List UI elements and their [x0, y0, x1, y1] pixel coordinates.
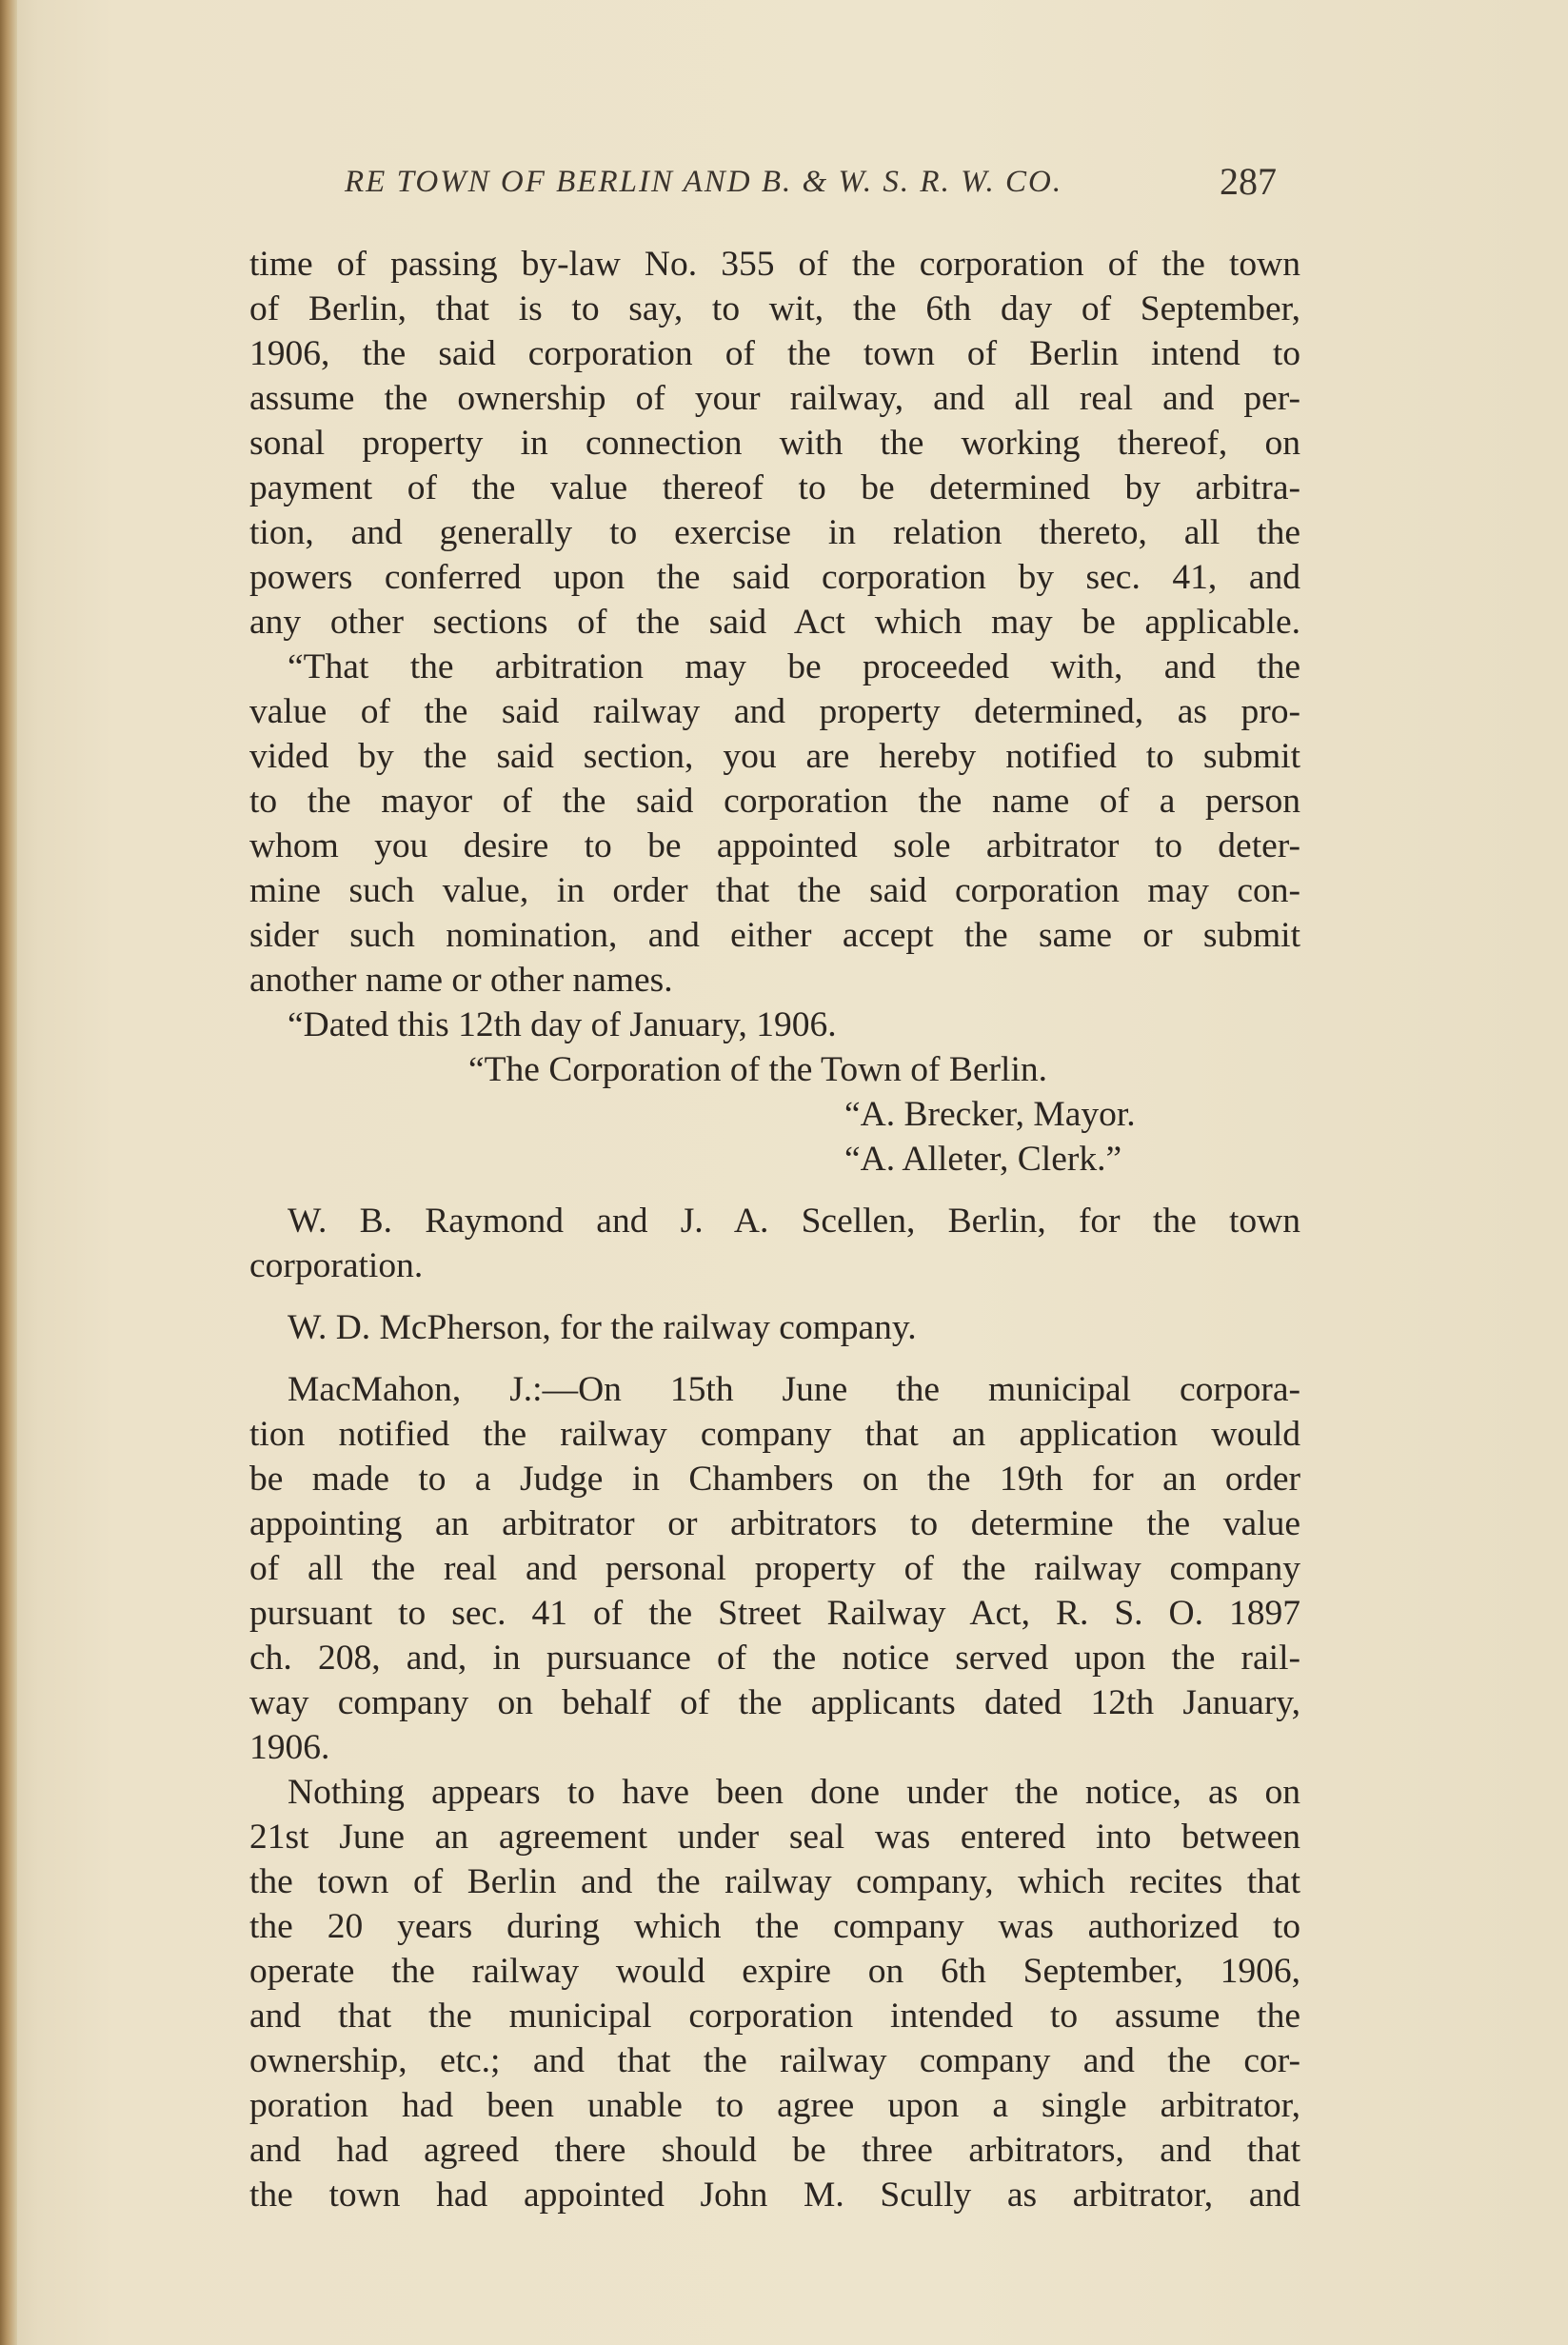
text-line: 1906, the said corporation of the town of Berlin intend to: [249, 334, 1300, 373]
text-line: 1906.: [249, 1728, 330, 1767]
text-line: poration had been unable to agree upon a single arbitrator,: [249, 2086, 1300, 2125]
body-text: [249, 242, 1300, 2217]
text-line: time of passing by-law No. 355 of the corporation of the town: [249, 245, 1300, 284]
text-line: “That the arbitration may be proceeded with, and the: [288, 647, 1300, 686]
text-line: operate the railway would expire on 6th September, 1906,: [249, 1952, 1300, 1991]
text-line: of all the real and personal property of the railway company: [249, 1549, 1300, 1588]
text-line: and that the municipal corporation intended to assume the: [249, 1997, 1300, 2036]
text-line: 21st June an agreement under seal was entered into between: [249, 1818, 1300, 1857]
text-line: any other sections of the said Act which may be applicable.: [249, 603, 1300, 642]
text-line: sonal property in connection with the working thereof, on: [249, 424, 1300, 463]
text-line: of Berlin, that is to say, to wit, the 6th day of September,: [249, 289, 1300, 328]
text-line: Nothing appears to have been done under the notice, as on: [288, 1773, 1300, 1812]
running-head: RE TOWN OF BERLIN AND B. & W. S. R. W. CO.: [345, 165, 1063, 199]
text-line: assume the ownership of your railway, and all real and per-: [249, 379, 1300, 418]
text-line: the 20 years during which the company was authorized to: [249, 1907, 1300, 1946]
text-line: whom you desire to be appointed sole arbitrator to deter-: [249, 826, 1300, 865]
text-line: way company on behalf of the applicants dated 12th January,: [249, 1683, 1300, 1722]
judgment-opening: MacMahon, J.:—On 15th June the municipal corpora-: [288, 1370, 1300, 1409]
text-line: vided by the said section, you are hereby notified to submit: [249, 737, 1300, 776]
counsel-line: W. D. McPherson, for the railway company.: [288, 1308, 917, 1347]
text-line: ownership, etc.; and that the railway company and the cor-: [249, 2041, 1300, 2080]
text-line: powers conferred upon the said corporation by sec. 41, and: [249, 558, 1300, 597]
text-line: be made to a Judge in Chambers on the 19th for an order: [249, 1460, 1300, 1499]
page-header: [0, 157, 1568, 214]
text-line: and had agreed there should be three arbitrators, and that: [249, 2131, 1300, 2170]
text-line: the town had appointed John M. Scully as arbitrator, and: [249, 2176, 1300, 2215]
text-line: another name or other names.: [249, 961, 673, 1000]
dated-line: “Dated this 12th day of January, 1906.: [288, 1005, 837, 1044]
text-line: sider such nomination, and either accept the same or submit: [249, 916, 1300, 955]
text-line: tion notified the railway company that an application would: [249, 1415, 1300, 1454]
text-line: mine such value, in order that the said corporation may con-: [249, 871, 1300, 910]
text-line: tion, and generally to exercise in relation thereto, all the: [249, 513, 1300, 552]
text-line: to the mayor of the said corporation the name of a person: [249, 782, 1300, 821]
signature-clerk: “A. Alleter, Clerk.”: [844, 1140, 1122, 1179]
counsel-line: corporation.: [249, 1246, 424, 1285]
text-line: pursuant to sec. 41 of the Street Railway Act, R. S. O. 1897: [249, 1594, 1300, 1633]
text-line: value of the said railway and property determined, as pro-: [249, 692, 1300, 731]
text-line: the town of Berlin and the railway company, which recites that: [249, 1862, 1300, 1901]
text-line: ch. 208, and, in pursuance of the notice served upon the rail-: [249, 1639, 1300, 1678]
binding-gutter: [0, 0, 17, 2345]
page-number: 287: [1220, 160, 1277, 203]
text-line: appointing an arbitrator or arbitrators to determine the value: [249, 1504, 1300, 1543]
text-line: payment of the value thereof to be determined by arbitra-: [249, 468, 1300, 507]
signature-mayor: “A. Brecker, Mayor.: [844, 1095, 1136, 1134]
signature-corporation: “The Corporation of the Town of Berlin.: [468, 1050, 1048, 1089]
counsel-line: W. B. Raymond and J. A. Scellen, Berlin, for the town: [288, 1202, 1300, 1241]
